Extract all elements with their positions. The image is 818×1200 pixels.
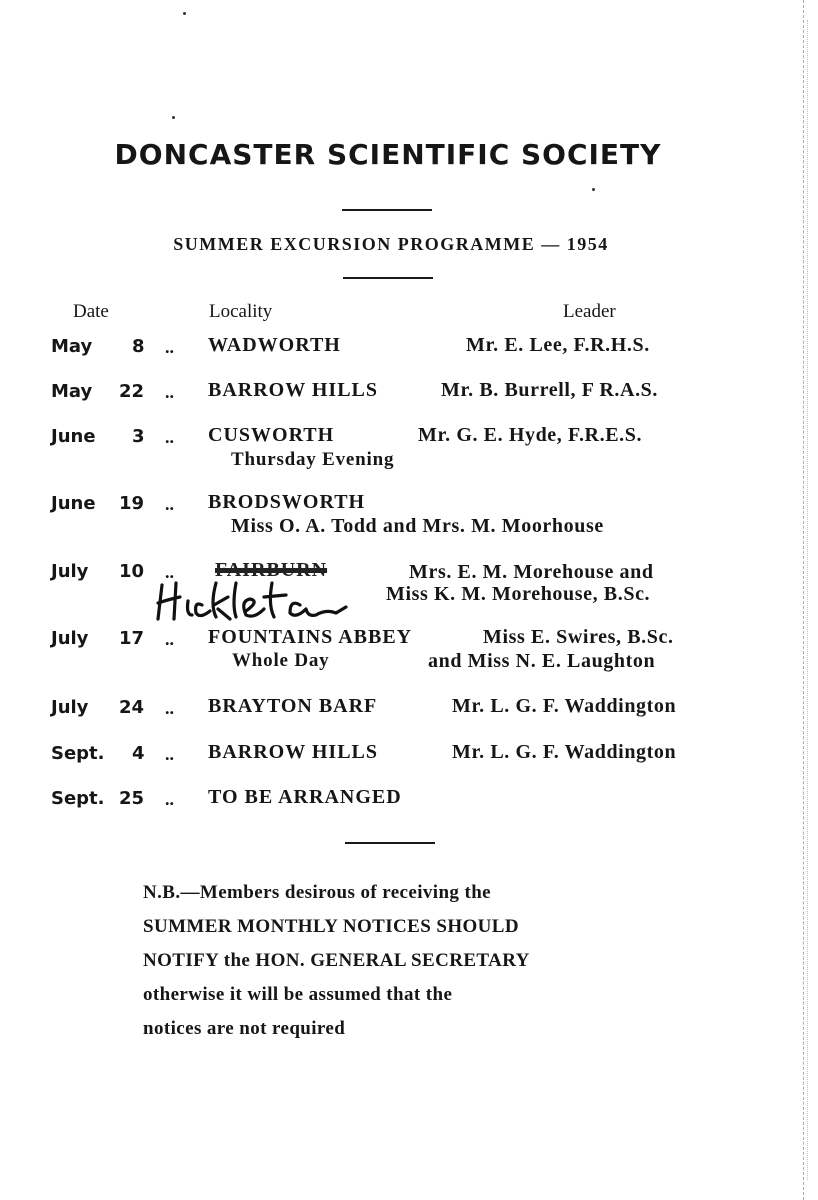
row-locality-struck: FAIRBURN — [215, 559, 328, 581]
row-locality: TO BE ARRANGED — [208, 786, 402, 808]
row-leader: Miss E. Swires, B.Sc. — [483, 626, 674, 648]
row-day: 22 — [119, 381, 145, 402]
row-leader: Mr. G. E. Hyde, F.R.E.S. — [418, 424, 643, 446]
row-leader: Mrs. E. M. Morehouse and — [409, 561, 654, 583]
nb-line: N.B.—Members desirous of receiving the — [143, 882, 492, 903]
row-locality: BRAYTON BARF — [208, 695, 378, 717]
nb-line: otherwise it will be assumed that the — [143, 984, 453, 1005]
print-speck — [592, 188, 595, 191]
row-leader-line2: and Miss N. E. Laughton — [428, 650, 656, 672]
row-month: July — [51, 697, 89, 718]
row-day: 8 — [132, 336, 145, 357]
row-day: 24 — [119, 697, 145, 718]
row-month: July — [51, 561, 89, 582]
row-separator: .. — [165, 698, 174, 718]
page-edge-inner — [806, 20, 808, 1180]
nb-line: SUMMER MONTHLY NOTICES SHOULD — [143, 916, 519, 937]
header-locality: Locality — [209, 301, 273, 322]
row-locality: WADWORTH — [208, 334, 341, 356]
handwritten-annotation — [150, 575, 360, 625]
row-month: June — [51, 493, 96, 514]
row-day: 4 — [132, 743, 145, 764]
header-leader: Leader — [563, 301, 616, 322]
row-separator: .. — [165, 337, 174, 357]
divider-rule — [343, 277, 433, 279]
row-day: 3 — [132, 426, 145, 447]
row-locality: BARROW HILLS — [208, 741, 379, 763]
divider-rule — [342, 209, 432, 211]
row-separator: .. — [165, 562, 174, 582]
row-leader: Mr. B. Burrell, F R.A.S. — [441, 379, 658, 401]
page-edge — [802, 0, 804, 1200]
row-leader: Mr. L. G. F. Waddington — [452, 695, 677, 717]
row-day: 17 — [119, 628, 145, 649]
row-locality: BARROW HILLS — [208, 379, 379, 401]
print-speck — [172, 116, 175, 119]
row-leader-line2: Miss K. M. Morehouse, B.Sc. — [386, 583, 651, 605]
row-separator: .. — [165, 382, 174, 402]
row-day: 19 — [119, 493, 145, 514]
row-separator: .. — [165, 789, 174, 809]
row-month: Sept. — [51, 743, 105, 764]
row-month: Sept. — [51, 788, 105, 809]
nota-bene — [143, 876, 643, 1046]
row-month: July — [51, 628, 89, 649]
row-separator: .. — [165, 494, 174, 514]
row-day: 10 — [119, 561, 145, 582]
row-separator: .. — [165, 744, 174, 764]
row-note: Thursday Evening — [231, 449, 395, 470]
print-speck — [183, 12, 186, 15]
row-locality: BRODSWORTH — [208, 491, 366, 513]
row-month: May — [51, 381, 93, 402]
row-separator: .. — [165, 427, 174, 447]
row-locality: FOUNTAINS ABBEY — [208, 626, 413, 648]
row-leader: Mr. L. G. F. Waddington — [452, 741, 677, 763]
header-date: Date — [73, 301, 109, 322]
row-month: June — [51, 426, 96, 447]
row-separator: .. — [165, 629, 174, 649]
row-leader: Mr. E. Lee, F.R.H.S. — [466, 334, 650, 356]
programme-subtitle: SUMMER EXCURSION PROGRAMME — 1954 — [173, 234, 609, 254]
row-month: May — [51, 336, 93, 357]
divider-rule — [345, 842, 435, 844]
page-title: DONCASTER SCIENTIFIC SOCIETY — [114, 138, 662, 171]
row-leader: Miss O. A. Todd and Mrs. M. Moorhouse — [231, 515, 604, 537]
nb-line: NOTIFY the HON. GENERAL SECRETARY — [143, 950, 530, 971]
row-day: 25 — [119, 788, 145, 809]
row-locality: CUSWORTH — [208, 424, 335, 446]
nb-line: notices are not required — [143, 1018, 346, 1039]
row-note: Whole Day — [232, 650, 330, 671]
